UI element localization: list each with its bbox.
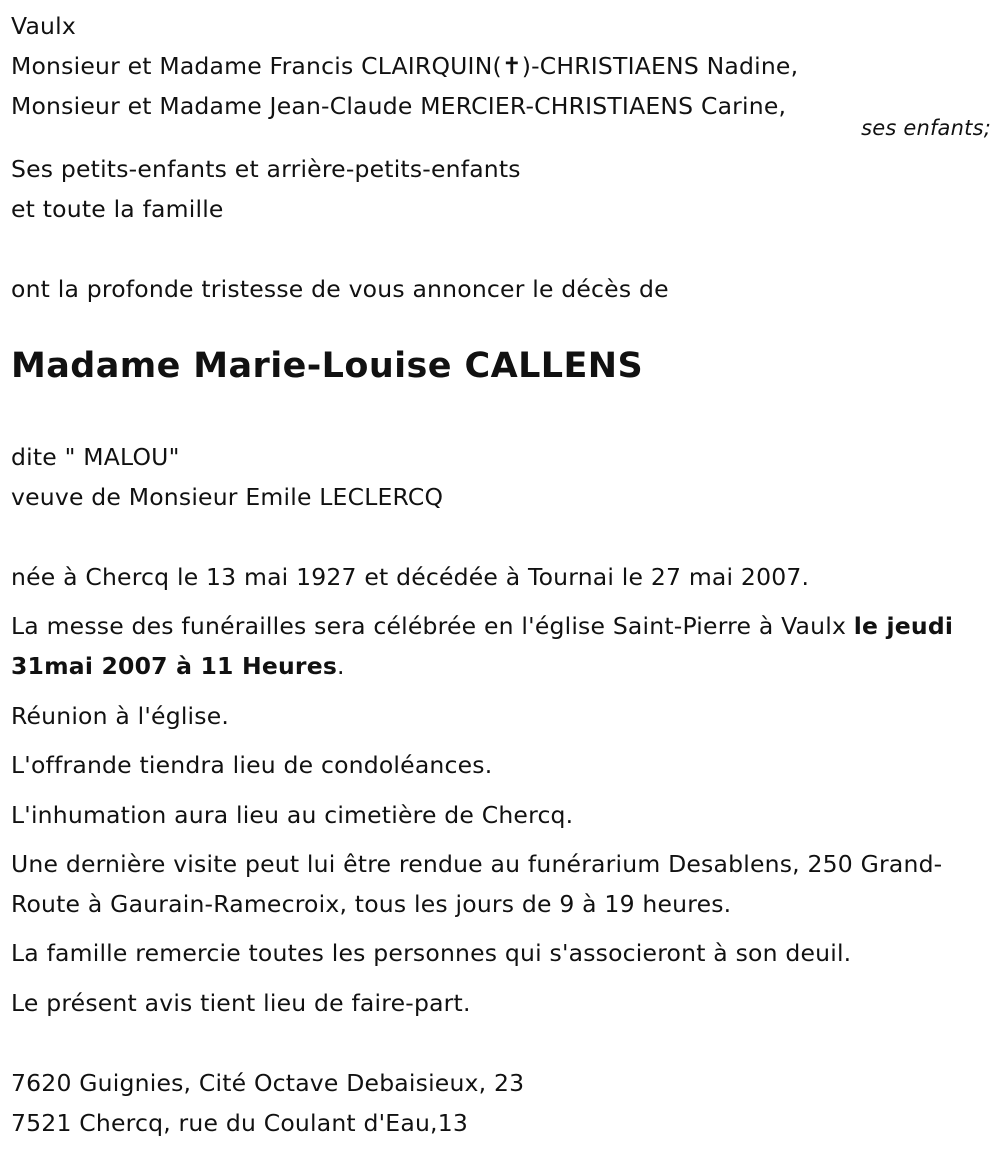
deceased-name: Madame Marie-Louise CALLENS [11, 346, 644, 386]
offering-line: L'offrande tiendra lieu de condoléances. [11, 751, 493, 779]
notice-line: Le présent avis tient lieu de faire-part. [11, 989, 471, 1017]
burial-line: L'inhumation aura lieu au cimetière de Chercq. [11, 801, 574, 829]
nickname-line: dite " MALOU" [11, 443, 180, 471]
child-line-2: Monsieur et Madame Jean-Claude MERCIER-CHRISTIAENS Carine, [11, 92, 787, 120]
birth-death-line: née à Chercq le 13 mai 1927 et décédée à Tournai le 27 mai 2007. [11, 563, 810, 591]
address-line-2: 7521 Chercq, rue du Coulant d'Eau,13 [11, 1109, 469, 1137]
visit-paragraph: Une dernière visite peut lui être rendue au funérarium Desablens, 250 Grand-Route à Gaurain-Ramecroix, tous les jours de 9 à 19 heures. [11, 850, 943, 918]
mass-end: . [337, 652, 345, 680]
mass-paragraph [11, 606, 986, 686]
place-line: Vaulx [11, 12, 76, 40]
child-line-1: Monsieur et Madame Francis CLAIRQUIN(✝)-CHRISTIAENS Nadine, [11, 52, 799, 80]
mass-text: La messe des funérailles sera célébrée en l'église Saint-Pierre à Vaulx [11, 612, 854, 640]
children-label: ses enfants; [861, 116, 991, 140]
mass-date: le jeudi 31mai 2007 à 11 Heures [11, 612, 954, 680]
family-line: et toute la famille [11, 195, 224, 223]
grandchildren-line: Ses petits-enfants et arrière-petits-enfants [11, 155, 521, 183]
widow-line: veuve de Monsieur Emile LECLERCQ [11, 483, 444, 511]
announcement-line: ont la profonde tristesse de vous annoncer le décès de [11, 275, 669, 303]
thanks-line: La famille remercie toutes les personnes qui s'associeront à son deuil. [11, 939, 852, 967]
reunion-line: Réunion à l'église. [11, 702, 230, 730]
address-line-1: 7620 Guignies, Cité Octave Debaisieux, 23 [11, 1069, 525, 1097]
